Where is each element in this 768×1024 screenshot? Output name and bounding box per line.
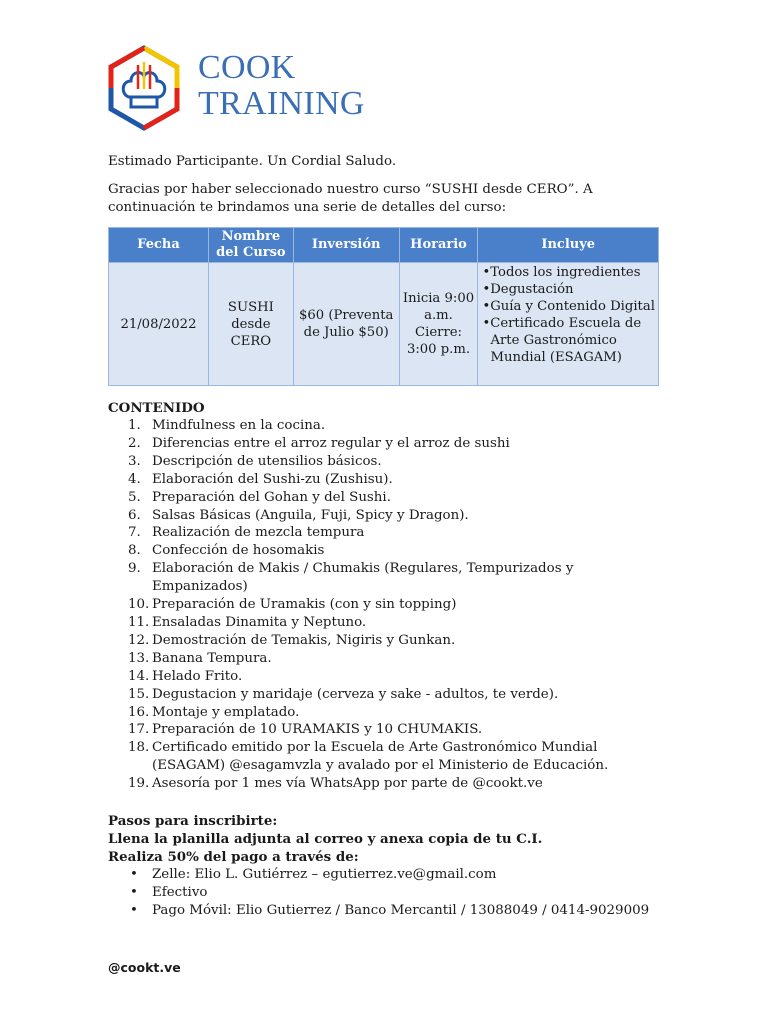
list-item-text: Preparación de 10 URAMAKIS y 10 CHUMAKIS.: [152, 722, 483, 738]
steps-title: Pasos para inscribirte:: [108, 813, 278, 829]
nombre-value: SUSHI desde CERO: [227, 299, 274, 349]
steps-block: [108, 812, 542, 866]
list-item-number: 3.: [128, 453, 141, 469]
greeting: Estimado Participante. Un Cordial Saludo.: [108, 154, 397, 169]
list-item-number: 8.: [128, 543, 141, 559]
list-item-text: Salsas Básicas (Anguila, Fuji, Spicy y Dragon).: [152, 507, 469, 523]
brand-title: [198, 50, 365, 122]
payment-pago-movil: • Pago Móvil: Elio Gutierrez / Banco Mercantil / 13088049 / 0414-9029009: [108, 902, 649, 920]
list-item: [108, 614, 668, 632]
list-item: [108, 775, 668, 793]
list-item: [108, 704, 668, 722]
contenido-heading: CONTENIDO: [108, 400, 205, 416]
payment-zelle: • Zelle: Elio L. Gutiérrez – egutierrez.ve@gmail.com: [108, 866, 649, 884]
list-item: [108, 686, 668, 704]
list-item: [108, 542, 668, 560]
list-item-number: 9.: [128, 561, 141, 577]
list-item-number: 14.: [128, 668, 150, 684]
table-header-row: [109, 228, 659, 263]
list-item-text: Degustacion y maridaje (cerveza y sake - adultos, te verde).: [152, 686, 559, 702]
list-item-text: Montaje y emplatado.: [152, 704, 300, 720]
list-item: • Todos los ingredientes: [480, 264, 656, 281]
list-item-text: Mindfulness en la cocina.: [152, 418, 326, 433]
list-item-number: 18.: [128, 740, 150, 756]
list-item-number: 2.: [128, 435, 141, 451]
payment-list: [108, 866, 649, 920]
list-item: [108, 721, 668, 739]
inversion-value: $60 (Preventa de Julio $50): [298, 308, 394, 340]
intro-paragraph: Gracias por haber seleccionado nuestro curso “SUSHI desde CERO”. A continuación te brindamos una serie de detalles del curso:: [108, 182, 593, 215]
list-item: [108, 739, 668, 775]
list-item: [108, 417, 668, 435]
list-item: [108, 650, 668, 668]
cell-inversion: [293, 263, 399, 386]
horario-value: Inicia 9:00 a.m. Cierre: 3:00 p.m.: [402, 291, 475, 357]
list-item-text: Elaboración de Makis / Chumakis (Regulares, Tempurizados y Empanizados): [152, 561, 574, 595]
header-fecha: Fecha: [109, 228, 209, 263]
list-item: [108, 489, 668, 507]
list-item: [108, 507, 668, 525]
list-item-number: 17.: [128, 722, 150, 738]
list-item-number: 16.: [128, 704, 150, 720]
list-item: [108, 435, 668, 453]
brand-line-2: TRAINING: [198, 85, 365, 122]
list-item: • Certificado Escuela de Arte Gastronómico Mundial (ESAGAM): [480, 315, 656, 366]
cell-fecha: [109, 263, 209, 386]
list-item-text: Demostración de Temakis, Nigiris y Gunkan.: [152, 632, 456, 648]
table-row: [109, 263, 659, 386]
cell-nombre: [208, 263, 293, 386]
list-item-number: 10.: [128, 597, 150, 613]
list-item-number: 11.: [128, 614, 150, 630]
fecha-value: 21/08/2022: [120, 316, 197, 332]
list-item-text: Preparación de Uramakis (con y sin topping): [152, 597, 457, 613]
footer-handle: @cookt.ve: [108, 960, 181, 975]
contenido-list: [108, 417, 668, 793]
list-item-number: 7.: [128, 525, 141, 541]
steps-instruction: Llena la planilla adjunta al correo y anexa copia de tu C.I.: [108, 831, 543, 847]
course-table: [108, 227, 659, 386]
list-item-text: Confección de hosomakis: [152, 543, 325, 559]
list-item-text: Elaboración del Sushi-zu (Zushisu).: [152, 471, 393, 487]
list-item-text: Asesoría por 1 mes vía WhatsApp por parte de @cookt.ve: [152, 776, 543, 792]
list-item-text: Descripción de utensilios básicos.: [152, 453, 382, 469]
payment-efectivo: • Efectivo: [108, 884, 649, 902]
brand-line-1: COOK: [198, 49, 296, 86]
list-item-number: 15.: [128, 686, 150, 702]
incluye-list: [480, 264, 656, 366]
list-item-text: Preparación del Gohan y del Sushi.: [152, 489, 391, 505]
list-item-number: 13.: [128, 650, 150, 666]
list-item-text: Ensaladas Dinamita y Neptuno.: [152, 614, 367, 630]
list-item: [108, 596, 668, 614]
chef-hat-hexagon-icon: [107, 45, 181, 131]
steps-payment-intro: Realiza 50% del pago a través de:: [108, 849, 359, 865]
list-item: [108, 668, 668, 686]
list-item: • Guía y Contenido Digital: [480, 298, 656, 315]
list-item: [108, 453, 668, 471]
list-item: • Degustación: [480, 281, 656, 298]
list-item-text: Banana Tempura.: [152, 650, 272, 666]
list-item-number: 4.: [128, 471, 141, 487]
list-item-number: 5.: [128, 489, 141, 505]
list-item: [108, 471, 668, 489]
list-item-number: 12.: [128, 632, 150, 648]
header-horario: Horario: [399, 228, 478, 263]
header-nombre: Nombre del Curso: [208, 228, 293, 263]
list-item-text: Diferencias entre el arroz regular y el arroz de sushi: [152, 435, 510, 451]
list-item-text: Helado Frito.: [152, 668, 243, 684]
header-incluye: Incluye: [478, 228, 659, 263]
list-item: [108, 632, 668, 650]
header-inversion: Inversión: [293, 228, 399, 263]
list-item-number: 19.: [128, 776, 150, 792]
cell-incluye: [478, 263, 659, 386]
list-item: [108, 524, 668, 542]
cell-horario: [399, 263, 478, 386]
list-item-text: Realización de mezcla tempura: [152, 525, 365, 541]
list-item-number: 1.: [128, 418, 141, 433]
list-item: [108, 560, 668, 596]
list-item-text: Certificado emitido por la Escuela de Arte Gastronómico Mundial (ESAGAM) @esagamvzla y avalado por el Ministerio de Educación.: [152, 740, 609, 774]
list-item-number: 6.: [128, 507, 141, 523]
